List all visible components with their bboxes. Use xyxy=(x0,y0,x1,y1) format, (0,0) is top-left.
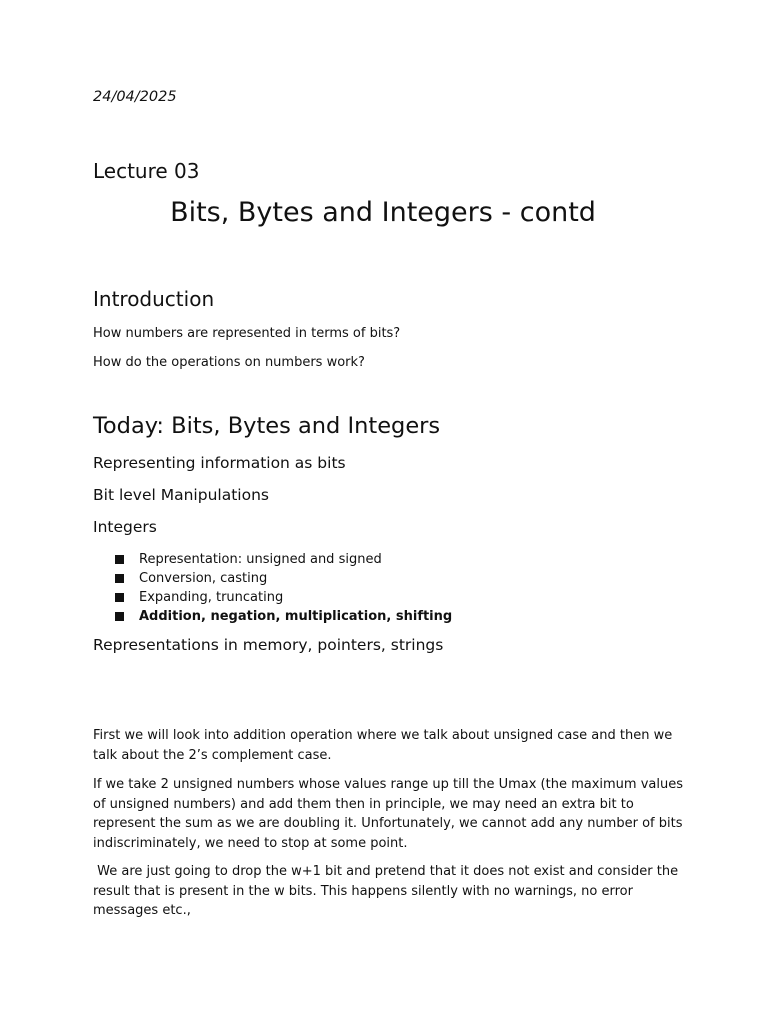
introduction-heading: Introduction xyxy=(93,287,215,311)
subtopic-label: Addition, negation, multiplication, shifting xyxy=(139,609,453,624)
square-bullet-icon xyxy=(115,574,124,583)
topic-item: Representing information as bits xyxy=(93,454,346,472)
subtopic-item xyxy=(115,588,452,607)
integer-subtopic-list xyxy=(115,550,452,626)
subtopic-item xyxy=(115,569,452,588)
subtopic-item xyxy=(115,550,452,569)
subtopic-label: Representation: unsigned and signed xyxy=(139,552,382,567)
subtopic-label: Expanding, truncating xyxy=(139,590,284,605)
today-heading: Today: Bits, Bytes and Integers xyxy=(93,413,441,439)
body-paragraph: If we take 2 unsigned numbers whose values range up till the Umax (the maximum values of unsigned numbers) and add them then in principle, we may need an extra bit to represent the sum as we are doubling it. Unfortunately, we cannot add any number of bits indiscriminately, we need to stop at some point. xyxy=(93,777,684,851)
subtopic-item-current xyxy=(115,607,452,626)
square-bullet-icon xyxy=(115,555,124,564)
square-bullet-icon xyxy=(115,593,124,602)
intro-question: How numbers are represented in terms of bits? xyxy=(93,326,401,341)
topic-item: Integers xyxy=(93,518,157,536)
lecture-number: Lecture 03 xyxy=(93,159,200,183)
document-title: Bits, Bytes and Integers - contd xyxy=(170,197,596,228)
body-paragraph: We are just going to drop the w+1 bit and pretend that it does not exist and consider the result that is present in the w bits. This happens silently with no warnings, no error messages etc., xyxy=(93,864,683,918)
body-paragraph: First we will look into addition operation where we talk about unsigned case and then we talk about the 2’s complement case. xyxy=(93,728,673,763)
topic-item: Bit level Manipulations xyxy=(93,486,269,504)
subtopic-label: Conversion, casting xyxy=(139,571,268,586)
topic-item: Representations in memory, pointers, strings xyxy=(93,636,444,654)
intro-question: How do the operations on numbers work? xyxy=(93,355,365,370)
document-date: 24/04/2025 xyxy=(93,89,177,105)
square-bullet-icon xyxy=(115,612,124,621)
